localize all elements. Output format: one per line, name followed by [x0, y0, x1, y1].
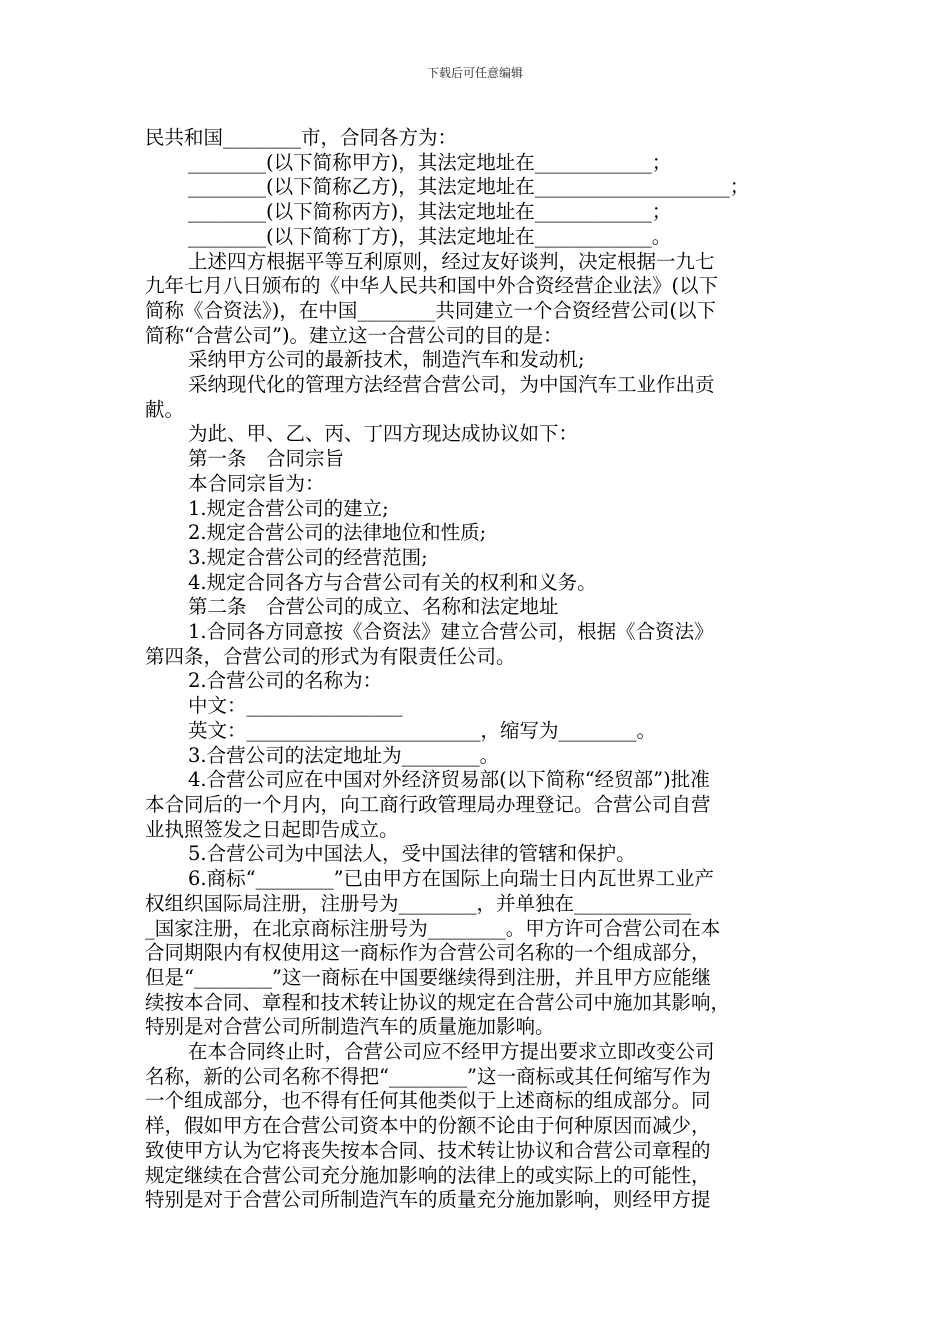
document-body: [145, 126, 813, 1213]
text-line: 合同期限内有权使用这一商标作为合营公司名称的一个组成部分，: [145, 941, 711, 965]
text-line: 为此、甲、乙、丙、丁四方现达成协议如下：: [188, 422, 579, 446]
text-line: 献。: [145, 397, 185, 421]
text-line: 采纳现代化的管理方法经营合营公司，为中国汽车工业作出贡: [188, 373, 715, 397]
text-line: 英文：________________________，缩写为________。: [188, 718, 657, 742]
text-line: 但是“________”这一商标在中国要继续得到注册，并且甲方应能继: [145, 965, 711, 989]
text-line: 中文：________________: [188, 694, 403, 718]
text-line: 5.合营公司为中国法人，受中国法律的管辖和保护。: [188, 842, 636, 866]
text-line: 1.合同各方同意按《合资法》建立合营公司，根据《合资法》: [188, 620, 714, 644]
text-line: 第四条，合营公司的形式为有限责任公司。: [145, 644, 516, 668]
text-line: 民共和国________市，合同各方为：: [145, 126, 458, 149]
text-line: 致使甲方认为它将丧失按本合同、技术转让协议和合营公司章程的: [145, 1138, 711, 1162]
text-line: 第二条 合营公司的成立、名称和法定地址: [188, 595, 559, 619]
text-line: 采纳甲方公司的最新技术，制造汽车和发动机;: [188, 348, 585, 372]
text-line: 续按本合同、章程和技术转让协议的规定在合营公司中施加其影响，: [145, 990, 731, 1014]
text-line: 本合同宗旨为：: [188, 471, 325, 495]
text-line: 规定继续在合营公司充分施加影响的法律上的或实际上的可能性，: [145, 1163, 711, 1187]
text-line: 4.规定合同各方与合营公司有关的权利和义务。: [188, 570, 597, 594]
text-line: 1.规定合营公司的建立;: [188, 496, 389, 520]
text-line: 6.商标“________”已由甲方在国际上向瑞士日内瓦世界工业产: [188, 867, 715, 891]
text-line: ________(以下简称甲方)，其法定地址在____________；: [188, 150, 672, 174]
text-line: 名称，新的公司名称不得把“________”这一商标或其任何缩写作为: [145, 1064, 711, 1088]
text-line: 3.合营公司的法定地址为________。: [188, 743, 500, 767]
text-line: 一个组成部分，也不得有任何其他类似于上述商标的组成部分。同: [145, 1089, 711, 1113]
text-line: ________(以下简称丙方)，其法定地址在____________；: [188, 200, 672, 224]
text-line: 样，假如甲方在合营公司资本中的份额不论由于何种原因而减少，: [145, 1114, 711, 1138]
page-header: 下载后可任意编辑: [426, 66, 523, 80]
text-line: 简称“合营公司”)。建立这一合营公司的目的是：: [145, 323, 563, 347]
text-line: 业执照签发之日起即告成立。: [145, 817, 399, 841]
text-line: 3.规定合营公司的经营范围;: [188, 545, 428, 569]
text-line: 4.合营公司应在中国对外经济贸易部(以下简称“经贸部”)批准: [188, 768, 710, 792]
text-line: 九年七月八日颁布的《中华人民共和国中外合资经营企业法》(以下: [145, 274, 719, 298]
text-line: ________(以下简称丁方)，其法定地址在____________。: [188, 224, 672, 248]
text-line: 2.规定合营公司的法律地位和性质;: [188, 521, 487, 545]
text-line: 在本合同终止时，合营公司应不经甲方提出要求立即改变公司: [188, 1040, 715, 1064]
text-line: 第一条 合同宗旨: [188, 447, 345, 471]
text-line: ________(以下简称乙方)，其法定地址在____________________；: [188, 175, 750, 199]
text-line: _国家注册，在北京商标注册号为________。甲方许可合营公司在本: [145, 916, 721, 940]
text-line: 简称《合资法》)，在中国________共同建立一个合资经营公司(以下: [145, 298, 716, 322]
text-line: 特别是对合营公司所制造汽车的质量施加影响。: [145, 1015, 555, 1039]
text-line: 2.合营公司的名称为：: [188, 669, 383, 693]
text-line: 权组织国际局注册，注册号为________，并单独在____________: [145, 891, 692, 915]
text-line: 特别是对于合营公司所制造汽车的质量充分施加影响，则经甲方提: [145, 1188, 711, 1212]
text-line: 上述四方根据平等互利原则，经过友好谈判，决定根据一九七: [188, 249, 715, 273]
text-line: 本合同后的一个月内，向工商行政管理局办理登记。合营公司自营: [145, 792, 711, 816]
